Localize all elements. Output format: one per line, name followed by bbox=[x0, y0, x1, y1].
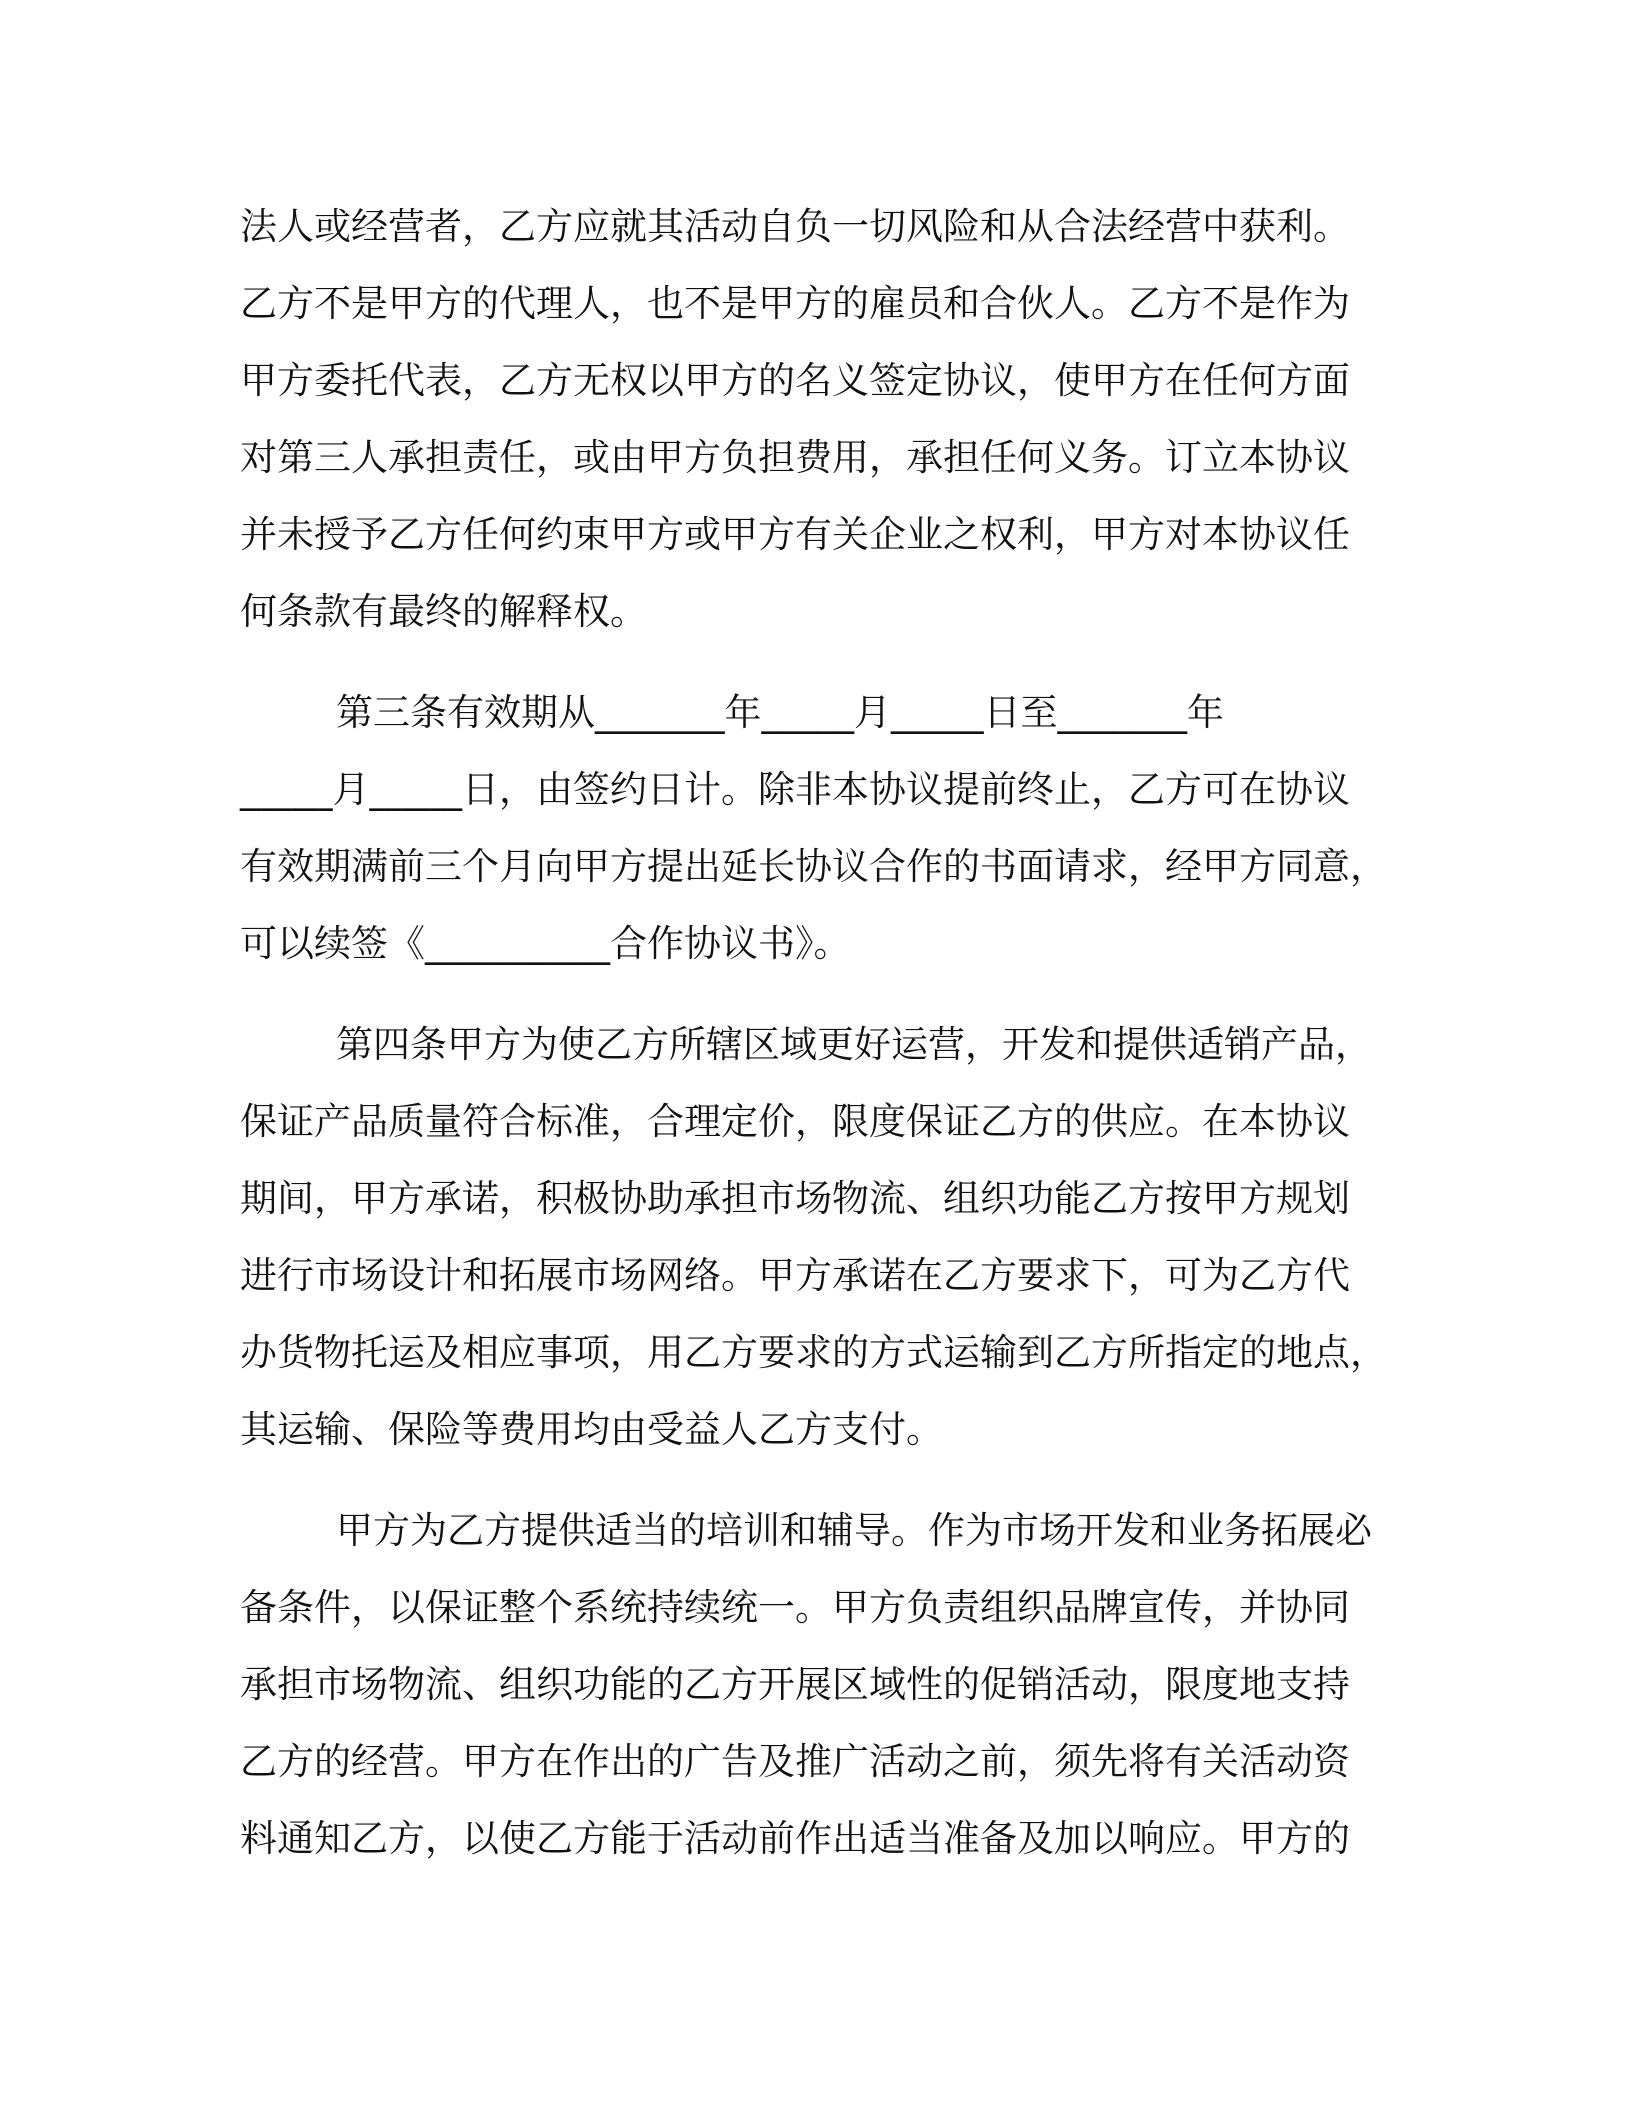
text-line: 甲方委托代表，乙方无权以甲方的名义签定协议，使甲方在任何方面 bbox=[240, 359, 1350, 402]
text-line: 保证产品质量符合标准，合理定价，限度保证乙方的供应。在本协议 bbox=[240, 1100, 1350, 1143]
paragraph-2-article-3 bbox=[240, 674, 1400, 982]
text-line: 其运输、保险等费用均由受益人乙方支付。 bbox=[240, 1408, 943, 1451]
text-line: 期间，甲方承诺，积极协助承担市场物流、组织功能乙方按甲方规划 bbox=[240, 1177, 1350, 1220]
text-line: 对第三人承担责任，或由甲方负担费用，承担任何义务。订立本协议 bbox=[240, 436, 1350, 479]
paragraph-spacer bbox=[240, 1468, 1400, 1492]
text-line: 何条款有最终的解释权。 bbox=[240, 590, 647, 633]
text-line: 乙方的经营。甲方在作出的广告及推广活动之前，须先将有关活动资 bbox=[240, 1740, 1350, 1783]
text-line: 第四条甲方为使乙方所辖区域更好运营，开发和提供适销产品， bbox=[336, 1023, 1372, 1066]
text-line: 法人或经营者，乙方应就其活动自负一切风险和从合法经营中获利。 bbox=[240, 205, 1350, 248]
text-line: 备条件，以保证整个系统持续统一。甲方负责组织品牌宣传，并协同 bbox=[240, 1586, 1350, 1629]
text-line: 乙方不是甲方的代理人，也不是甲方的雇员和合伙人。乙方不是作为 bbox=[240, 282, 1350, 325]
document-body bbox=[240, 188, 1400, 1877]
text-line: 有效期满前三个月向甲方提出延长协议合作的书面请求，经甲方同意， bbox=[240, 845, 1387, 888]
text-line: 甲方为乙方提供适当的培训和辅导。作为市场开发和业务拓展必 bbox=[336, 1509, 1372, 1552]
text-line: 承担市场物流、组织功能的乙方开展区域性的促销活动，限度地支持 bbox=[240, 1663, 1350, 1706]
text-line: 料通知乙方，以使乙方能于活动前作出适当准备及加以响应。甲方的 bbox=[240, 1817, 1350, 1860]
text-line: 进行市场设计和拓展市场网络。甲方承诺在乙方要求下，可为乙方代 bbox=[240, 1254, 1350, 1297]
paragraph-spacer bbox=[240, 982, 1400, 1006]
text-line: 可以续签《__________合作协议书》。 bbox=[240, 922, 851, 965]
paragraph-4 bbox=[240, 1492, 1400, 1877]
text-line: 办货物托运及相应事项，用乙方要求的方式运输到乙方所指定的地点， bbox=[240, 1331, 1387, 1374]
paragraph-1 bbox=[240, 188, 1400, 650]
text-line: 第三条有效期从_______年_____月_____日至_______年 bbox=[336, 691, 1224, 734]
text-line: 并未授予乙方任何约束甲方或甲方有关企业之权利，甲方对本协议任 bbox=[240, 513, 1350, 556]
paragraph-3-article-4 bbox=[240, 1006, 1400, 1468]
text-line: _____月_____日，由签约日计。除非本协议提前终止，乙方可在协议 bbox=[240, 768, 1350, 811]
paragraph-spacer bbox=[240, 650, 1400, 674]
